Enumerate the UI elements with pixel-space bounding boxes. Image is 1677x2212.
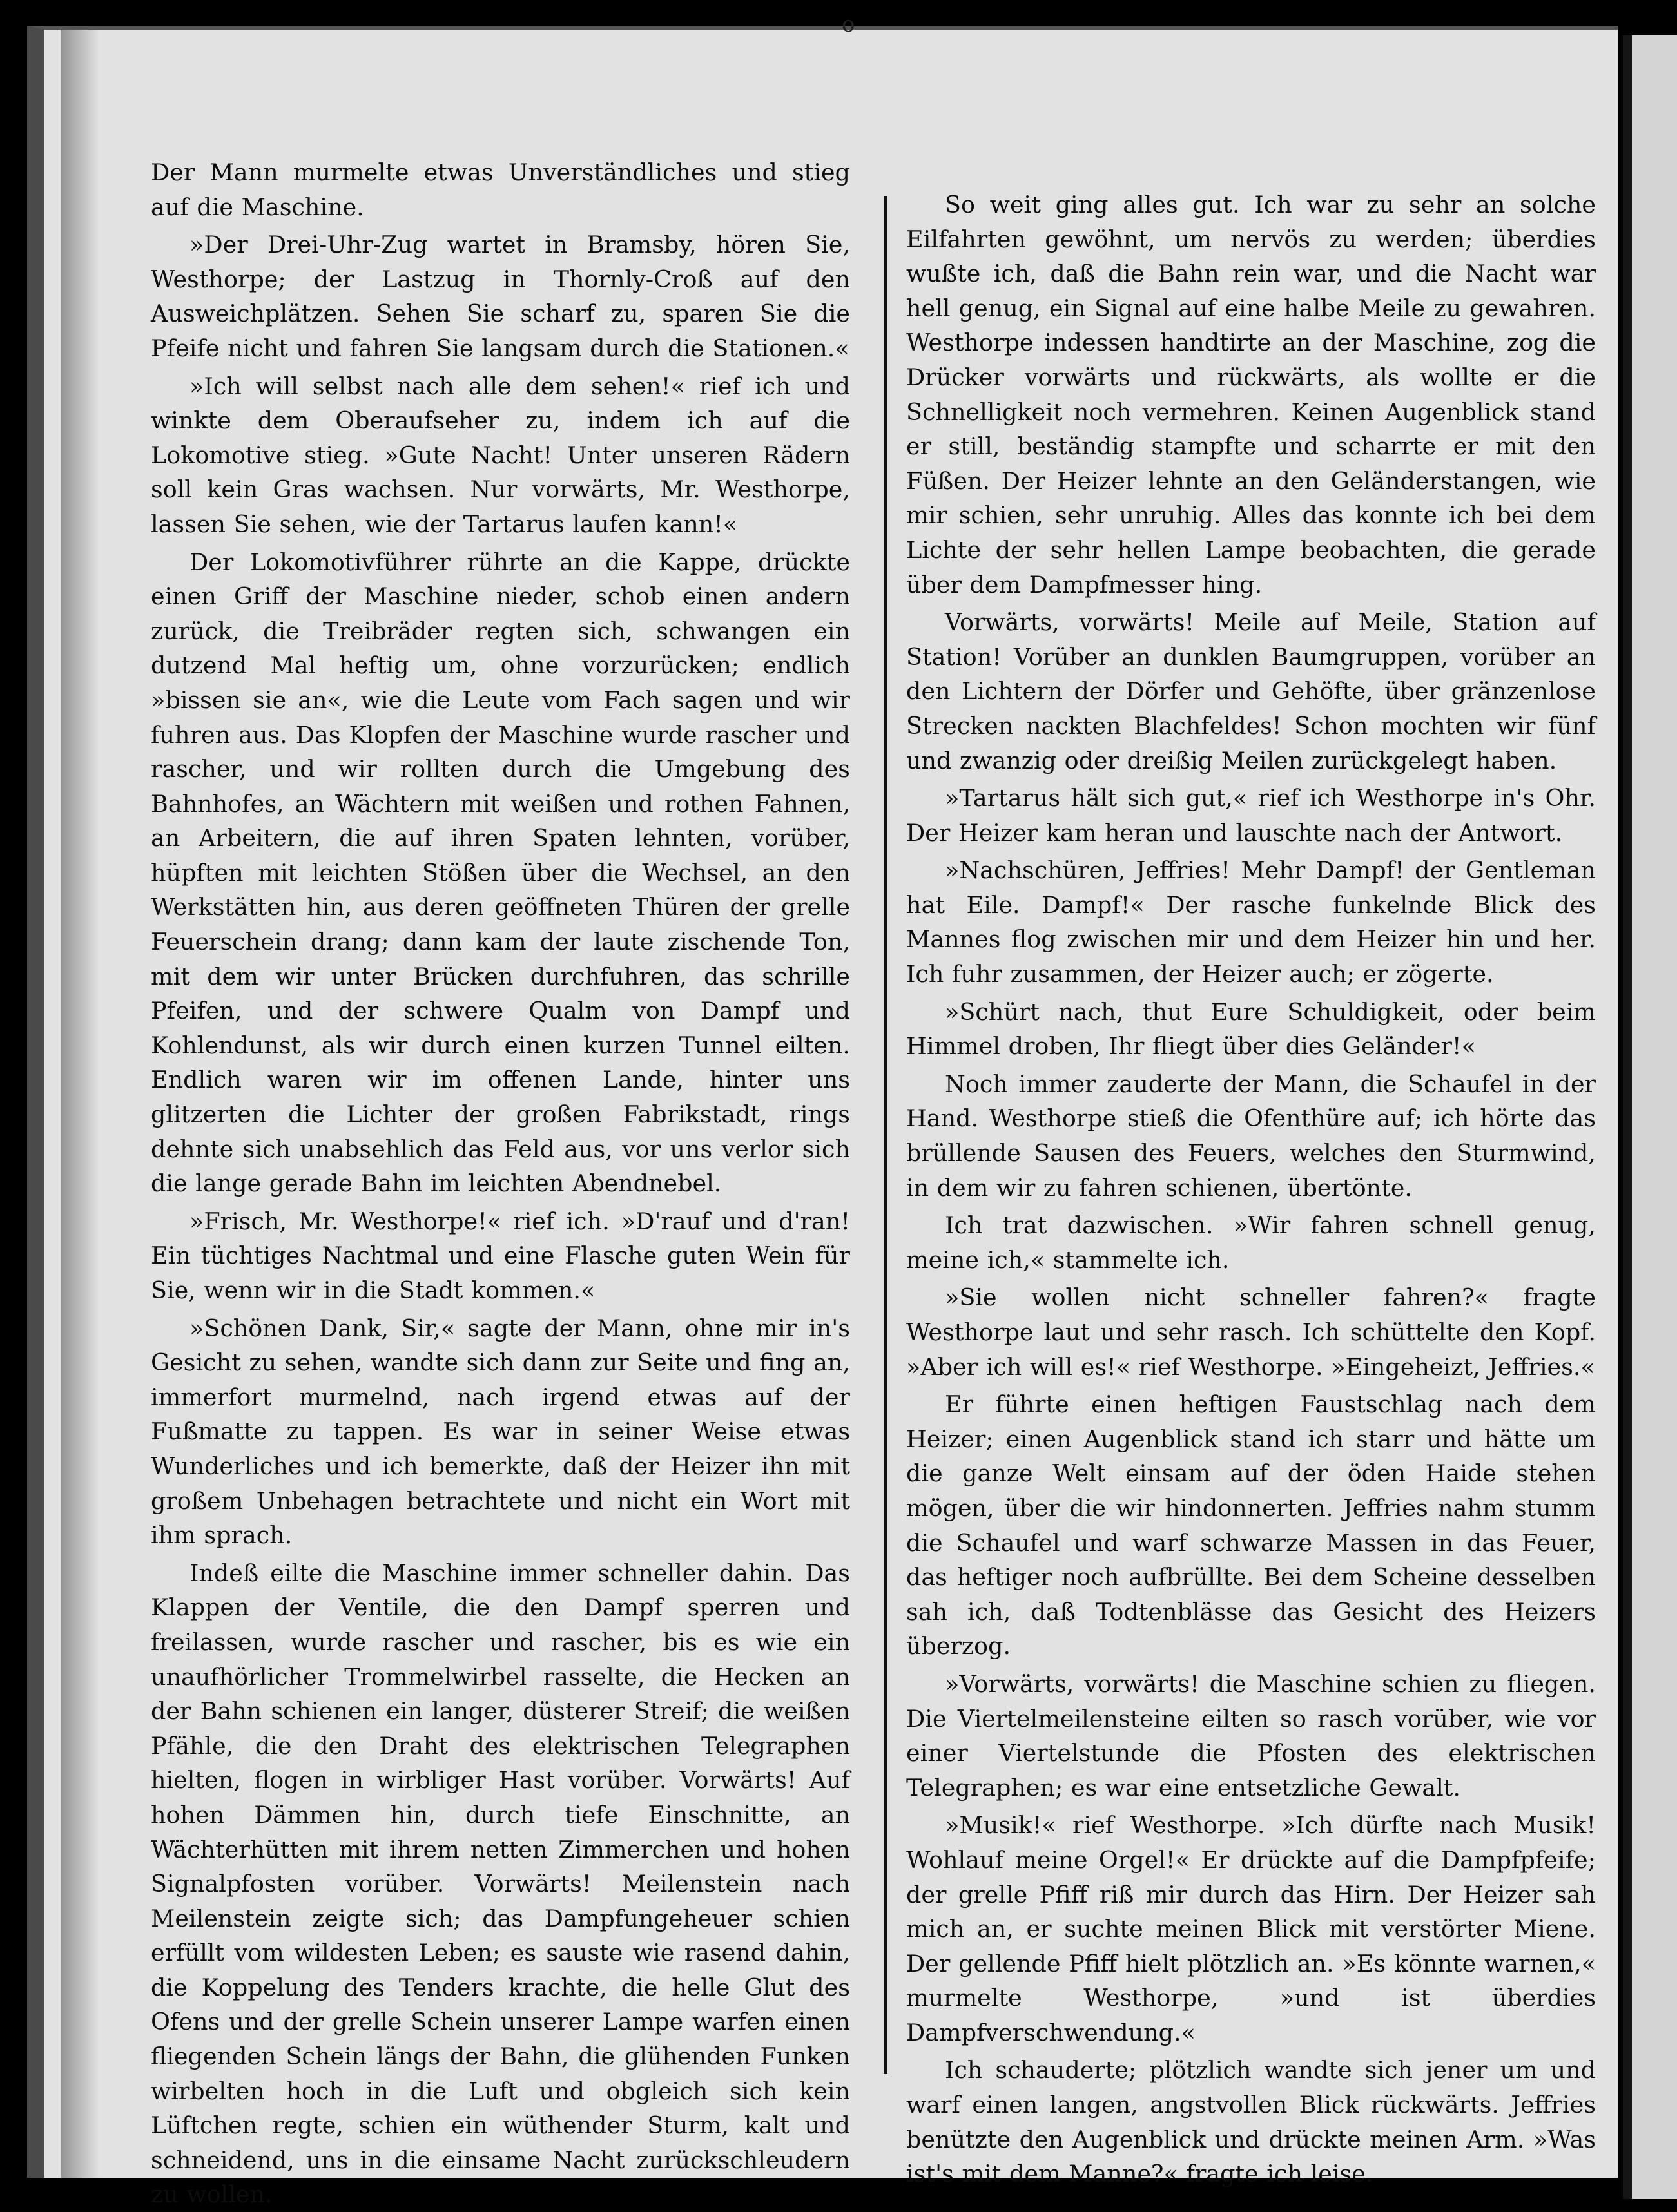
left-paragraph-5: »Frisch, Mr. Westhorpe!« rief ich. »D'rauf und d'ran! Ein tüchtiges Nachtmal und eine Flasche guten Wein für Sie, wenn wir in die Stadt kommen.« [151, 1207, 850, 1304]
right-paragraph-9: Er führte einen heftigen Faustschlag nach dem Heizer; einen Augenblick stand ich starr und hätte um die ganze Welt einsam auf der öden Haide stehen mögen, über die wir hindonnerten. Jeffries nahm stumm die Schaufel und warf schwarze Massen in das Feuer, das heftiger noch aufbrüllte. Bei dem Scheine desselben sah ich, daß Todtenblässe das Gesicht des Heizers überzog. [906, 1390, 1596, 1660]
binding-shadow [61, 30, 99, 2178]
left-paragraph-3: »Ich will selbst nach alle dem sehen!« rief ich und winkte dem Oberaufseher zu, indem ich auf die Lokomotive stieg. »Gute Nacht! Unter unseren Rädern soll kein Gras wachsen. Nur vorwärts, Mr. Westhorpe, lassen Sie sehen, wie der Tartarus laufen kann!« [151, 372, 850, 538]
right-paragraph-1: So weit ging alles gut. Ich war zu sehr an solche Eilfahrten gewöhnt, um nervös zu werden; überdies wußte ich, daß die Bahn rein war, und die Nacht war hell genug, ein Signal auf eine halbe Meile zu gewahren. Westhorpe indessen handtirte an der Maschine, zog die Drücker vorwärts und rückwärts, als wollte er die Schnelligkeit noch vermehren. Keinen Augenblick stand er still, beständig stampfte und scharrte er mit den Füßen. Der Heizer lehnte an den Geländerstangen, wie mir schien, sehr unruhig. Alles das konnte ich bei dem Lichte der sehr hellen Lampe beobachten, die gerade über dem Dampfmesser hing. [906, 191, 1596, 599]
right-paragraph-11: »Musik!« rief Westhorpe. »Ich dürfte nach Musik! Wohlauf meine Orgel!« Er drückte auf die Dampfpfeife; der grelle Pfiff riß mir durch das Hirn. Der Heizer sah mich an, er suchte meinen Blick mit verstörter Miene. Der gellende Pfiff hielt plötzlich an. »Es könnte warnen,« murmelte Westhorpe, »und ist überdies Dampfverschwendung.« [906, 1811, 1596, 2046]
book-page [27, 12, 1618, 2209]
column-divider [884, 196, 887, 2074]
right-paragraph-4: »Nachschüren, Jeffries! Mehr Dampf! der Gentleman hat Eile. Dampf!« Der rasche funkelnde Blick des Mannes flog zwischen mir und dem Heizer hin und her. Ich fuhr zusammen, der Heizer auch; er zögerte. [906, 856, 1596, 988]
right-column [906, 188, 1596, 2191]
left-paragraph-2: »Der Drei-Uhr-Zug wartet in Bramsby, hören Sie, Westhorpe; der Lastzug in Thornly-Croß auf den Ausweichplätzen. Sehen Sie scharf zu, sparen Sie die Pfeife nicht und fahren Sie langsam durch die Stationen.« [151, 231, 850, 362]
left-paragraph-6: »Schönen Dank, Sir,« sagte der Mann, ohne mir in's Gesicht zu sehen, wandte sich dann zur Seite und fing an, immerfort murmelnd, nach irgend etwas auf der Fußmatte zu tappen. Es war in seiner Weise etwas Wunderliches und ich bemerkte, daß der Heizer ihn mit großem Unbehagen betrachtete und nicht ein Wort mit ihm sprach. [151, 1314, 850, 1550]
right-paragraph-10: »Vorwärts, vorwärts! die Maschine schien zu fliegen. Die Viertelmeilensteine eilten so rasch vorüber, wie vor einer Viertelstunde die Pfosten des elektrischen Telegraphen; es war eine entsetzliche Gewalt. [906, 1669, 1596, 1802]
right-paragraph-3: »Tartarus hält sich gut,« rief ich Westhorpe in's Ohr. Der Heizer kam heran und lauschte nach der Antwort. [906, 784, 1596, 847]
right-paragraph-8: »Sie wollen nicht schneller fahren?« fragte Westhorpe laut und sehr rasch. Ich schüttelte den Kopf. »Aber ich will es!« rief Westhorpe. »Eingeheizt, Jeffries.« [906, 1284, 1596, 1381]
left-paragraph-1: Der Mann murmelte etwas Unverständliches und stieg auf die Maschine. [151, 159, 850, 221]
right-paragraph-7: Ich trat dazwischen. »Wir fahren schnell genug, meine ich,« stammelte ich. [906, 1211, 1596, 1274]
top-mark: o [842, 12, 855, 37]
right-paragraph-5: »Schürt nach, thut Eure Schuldigkeit, oder beim Himmel droben, Ihr fliegt über dies Geländer!« [906, 997, 1596, 1061]
right-paragraph-2: Vorwärts, vorwärts! Meile auf Meile, Station auf Station! Vorüber an dunklen Baumgruppen, vorüber an den Lichtern der Dörfer und Gehöfte, über gränzenlose Strecken nackten Blachfeldes! Schon mochten wir fünf und zwanzig oder dreißig Meilen zurückgelegt haben. [906, 608, 1596, 774]
right-paragraph-6: Noch immer zauderte der Mann, die Schaufel in der Hand. Westhorpe stieß die Ofenthüre auf; ich hörte das brüllende Sausen des Feuers, welches den Sturmwind, in dem wir zu fahren schienen, übertönte. [906, 1070, 1596, 1202]
right-paragraph-12: Ich schauderte; plötzlich wandte sich jener um und warf einen langen, angstvollen Blick rückwärts. Jeffries benützte den Augenblick und drückte meinen Arm. »Was ist's mit dem Manne?« fragte ich leise. [906, 2056, 1596, 2188]
left-paragraph-7: Indeß eilte die Maschine immer schneller dahin. Das Klappen der Ventile, die den Dampf sperren und freilassen, wurde rascher und rascher, bis es wie ein unaufhörlicher Trommelwirbel rasselte, die Hecken an der Bahn schienen ein langer, düsterer Streif; die weißen Pfähle, die den Draht des elektrischen Telegraphen hielten, flogen in wirbliger Hast vorüber. Vorwärts! Auf hohen Dämmen hin, durch tiefe Einschnitte, an Wächterhütten mit ihrem netten Zimmerchen und hohen Signalpfosten vorüber. Vorwärts! Meilenstein nach Meilenstein zeigte sich; das Dampfungeheuer schien erfüllt vom wildesten Leben; es sauste wie rasend dahin, die Koppelung des Tenders krachte, die helle Glut des Ofens und der grelle Schein unserer Lampe warfen einen fliegenden Schein längs der Bahn, die glühenden Funken wirbelten hoch in die Luft und obgleich sich kein Lüftchen regte, schien ein wüthender Sturm, kalt und schneidend, uns in die einsame Nacht zurückschleudern zu wollen. [151, 1559, 850, 2209]
left-column [151, 155, 850, 2212]
left-paragraph-4: Der Lokomotivführer rührte an die Kappe, drückte einen Griff der Maschine nieder, schob einen andern zurück, die Treibräder regten sich, schwangen ein dutzend Mal heftig um, ohne vorzurücken; endlich »bissen sie an«, wie die Leute vom Fach sagen und wir fuhren aus. Das Klopfen der Maschine wurde rascher und rascher, und wir rollten durch die Umgebung des Bahnhofes, an Wächtern mit weißen und rothen Fahnen, an Arbeitern, die auf ihren Spaten lehnten, vorüber, hüpften mit leichten Stößen über die Wechsel, an den Werkstätten hin, aus deren geöffneten Thüren der grelle Feuerschein drang; dann kam der laute zischende Ton, mit dem wir unter Brücken durchfuhren, das schrille Pfeifen, und der schwere Qualm von Dampf und Kohlendunst, als wir durch einen kurzen Tunnel eilten. Endlich waren wir im offenen Lande, hinter uns glitzerten die Lichter der großen Fabrikstadt, rings dehnte sich unabsehlich das Feld aus, vor uns verlor sich die lange gerade Bahn im leichten Abendnebel. [151, 548, 850, 1198]
adjacent-page-edge [1623, 35, 1677, 2199]
